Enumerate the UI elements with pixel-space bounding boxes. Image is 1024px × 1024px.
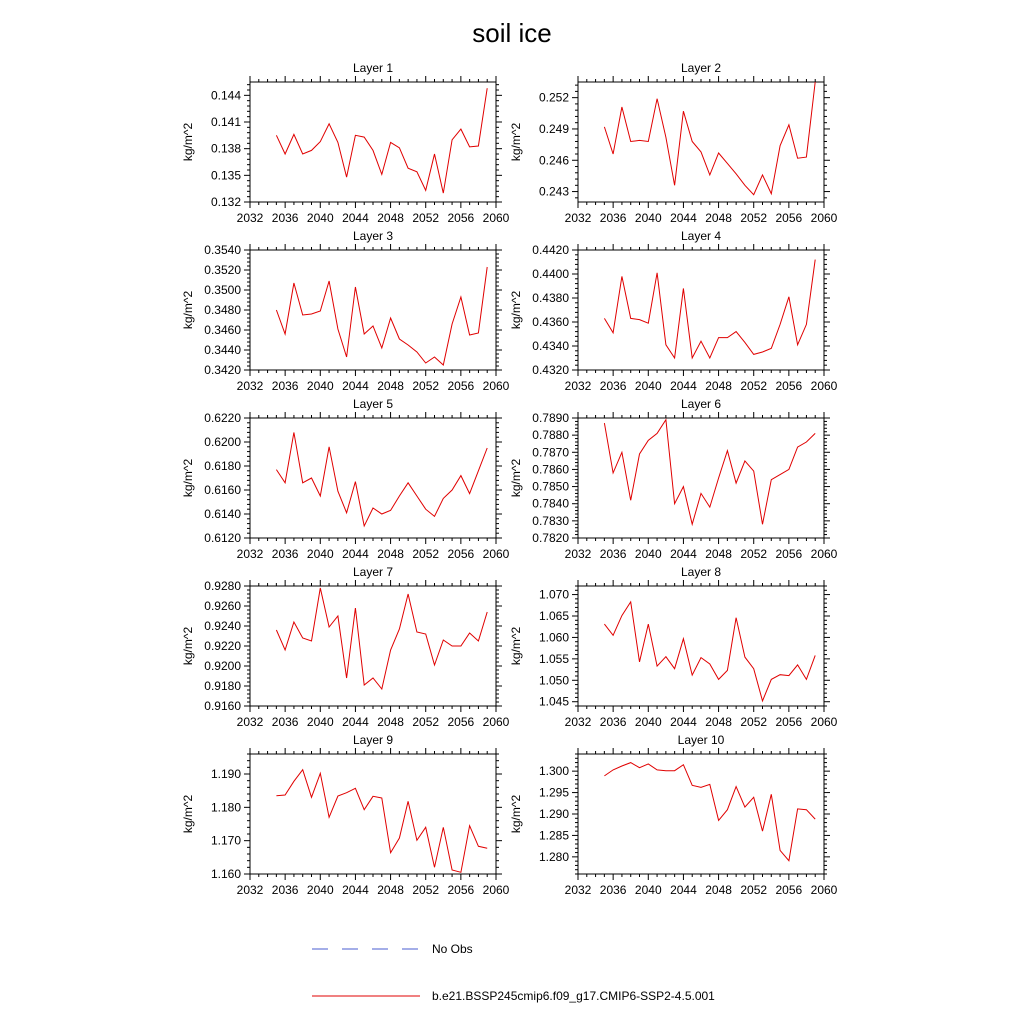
layer-2-title: Layer 2 [680, 61, 722, 75]
layer-1-xtick-label: 2040 [306, 211, 334, 225]
layer-2-xtick-label: 2032 [564, 211, 592, 225]
layer-8-ytick-label: 1.055 [538, 651, 569, 666]
layer-5-ytick-label: 0.6200 [204, 435, 241, 449]
layer-8-ytick-label: 1.065 [538, 609, 569, 623]
layer-7-xtick-label: 2036 [271, 715, 299, 729]
layer-3-xtick-label: 2032 [236, 379, 264, 393]
layer-1-title: Layer 1 [352, 61, 394, 75]
layer-6-xtick-label: 2056 [775, 547, 803, 561]
layer-7-xtick-label: 2056 [447, 715, 475, 729]
layer-5-ytick-label: 0.6140 [204, 507, 241, 521]
layer-5-series-line [276, 432, 487, 526]
layer-9-ytick-label: 1.160 [210, 867, 241, 881]
layer-1-xtick-label: 2056 [447, 211, 475, 225]
layer-3-xtick-label: 2052 [412, 379, 440, 393]
layer-6-ytick-label: 0.7870 [532, 445, 569, 460]
layer-7-ytick-label: 0.9220 [204, 639, 241, 653]
layer-4-xtick-label: 2040 [634, 379, 662, 393]
layer-1-ylabel: kg/m^2 [181, 122, 195, 162]
layer-10-ytick-label: 1.295 [538, 785, 569, 800]
layer-4-ytick-label: 0.4420 [532, 243, 569, 257]
layer-4-ytick-label: 0.4400 [532, 267, 569, 281]
layer-6-xtick-label: 2052 [740, 547, 768, 561]
layer-9-xtick-label: 2036 [271, 883, 299, 897]
layer-10-xtick-label: 2036 [599, 883, 627, 897]
layer-10-title: Layer 10 [677, 733, 725, 747]
layer-9-panel [181, 733, 510, 897]
layer-8-xtick-label: 2052 [740, 715, 768, 729]
layer-10-frame [578, 754, 824, 874]
layer-3-title: Layer 3 [352, 229, 394, 243]
layer-10-xtick-label: 2032 [564, 883, 592, 897]
layer-8-ytick-label: 1.070 [538, 587, 569, 602]
layer-4-ytick-label: 0.4340 [532, 339, 569, 353]
layer-2-ytick-label: 0.243 [538, 184, 569, 199]
layer-3-ytick-label: 0.3460 [204, 323, 241, 337]
layer-3-panel [181, 229, 510, 393]
layer-2-ytick-label: 0.249 [538, 121, 569, 136]
layer-3-xtick-label: 2048 [377, 379, 404, 393]
layer-4-series-line [604, 260, 815, 358]
layer-5-xtick-label: 2036 [271, 547, 299, 561]
layer-3-frame [250, 250, 496, 370]
layer-4-xtick-label: 2032 [564, 379, 592, 393]
layer-5-title: Layer 5 [352, 397, 394, 411]
layer-2-xtick-label: 2052 [740, 211, 768, 225]
layer-7-ytick-label: 0.9260 [204, 599, 241, 613]
layer-3-xtick-label: 2060 [482, 379, 510, 393]
layer-8-xtick-label: 2048 [705, 715, 732, 729]
layer-7-ylabel: kg/m^2 [181, 626, 195, 666]
layer-4-ylabel: kg/m^2 [509, 290, 523, 330]
layer-4-frame [578, 250, 824, 370]
layer-1-series-line [276, 88, 487, 193]
layer-5-panel [181, 397, 510, 561]
layer-9-xtick-label: 2060 [482, 883, 510, 897]
layer-7-xtick-label: 2040 [306, 715, 334, 729]
layer-9-ytick-label: 1.190 [210, 767, 241, 781]
layer-4-xtick-label: 2048 [705, 379, 732, 393]
layer-3-xtick-label: 2056 [447, 379, 475, 393]
layer-7-xtick-label: 2044 [342, 715, 369, 729]
layer-1-ytick-label: 0.144 [210, 88, 241, 103]
layer-1-ytick-label: 0.138 [210, 141, 241, 156]
layer-2-xtick-label: 2036 [599, 211, 627, 225]
layer-5-xtick-label: 2056 [447, 547, 475, 561]
layer-9-ylabel: kg/m^2 [181, 794, 195, 834]
layer-4-xtick-label: 2036 [599, 379, 627, 393]
layer-6-ytick-label: 0.7860 [532, 462, 569, 477]
layer-4-ytick-label: 0.4320 [532, 363, 569, 377]
layer-9-xtick-label: 2048 [377, 883, 404, 897]
layer-9-series-line [276, 770, 487, 873]
layer-8-xtick-label: 2060 [810, 715, 838, 729]
layer-8-xtick-label: 2032 [564, 715, 592, 729]
layer-8-series-line [604, 602, 815, 701]
layer-7-xtick-label: 2032 [236, 715, 264, 729]
layer-8-xtick-label: 2056 [775, 715, 803, 729]
layer-6-ytick-label: 0.7820 [532, 531, 569, 545]
layer-1-ytick-label: 0.135 [210, 168, 241, 183]
layer-8-ylabel: kg/m^2 [509, 626, 523, 666]
layer-9-xtick-label: 2032 [236, 883, 264, 897]
layer-6-xtick-label: 2044 [670, 547, 697, 561]
layer-6-panel [509, 397, 838, 561]
layer-1-ytick-label: 0.132 [210, 195, 241, 209]
layer-6-ytick-label: 0.7880 [532, 428, 569, 443]
layer-6-xtick-label: 2032 [564, 547, 592, 561]
layer-7-xtick-label: 2060 [482, 715, 510, 729]
layer-10-ylabel: kg/m^2 [509, 794, 523, 834]
layer-2-series-line [604, 82, 815, 195]
layer-5-xtick-label: 2060 [482, 547, 510, 561]
layer-5-xtick-label: 2052 [412, 547, 440, 561]
layer-9-xtick-label: 2056 [447, 883, 475, 897]
layer-7-ytick-label: 0.9160 [204, 699, 241, 713]
layer-5-xtick-label: 2040 [306, 547, 334, 561]
layer-2-ylabel: kg/m^2 [509, 122, 523, 162]
layer-10-xtick-label: 2056 [775, 883, 803, 897]
legend [312, 942, 715, 1003]
layer-7-title: Layer 7 [352, 565, 394, 579]
layer-6-frame [578, 418, 824, 538]
layer-3-ytick-label: 0.3540 [204, 243, 241, 257]
layer-8-ytick-label: 1.045 [538, 694, 569, 709]
layer-7-panel [181, 565, 510, 729]
layer-1-panel [181, 61, 510, 225]
layer-3-ylabel: kg/m^2 [181, 290, 195, 330]
legend-label-no-obs: No Obs [432, 942, 473, 956]
layer-10-xtick-label: 2044 [670, 883, 697, 897]
layer-1-frame [250, 82, 496, 202]
layer-2-xtick-label: 2044 [670, 211, 697, 225]
layer-5-ylabel: kg/m^2 [181, 458, 195, 498]
layer-10-ytick-label: 1.300 [538, 764, 569, 779]
layer-2-xtick-label: 2048 [705, 211, 732, 225]
layer-10-ytick-label: 1.290 [538, 807, 569, 821]
layer-10-series-line [604, 763, 815, 861]
layer-10-ytick-label: 1.285 [538, 828, 569, 843]
layer-9-xtick-label: 2040 [306, 883, 334, 897]
layer-6-title: Layer 6 [680, 397, 722, 411]
layer-6-ytick-label: 0.7840 [532, 496, 569, 511]
layer-2-xtick-label: 2060 [810, 211, 838, 225]
layer-7-ytick-label: 0.9280 [204, 579, 241, 593]
layer-8-xtick-label: 2036 [599, 715, 627, 729]
layer-3-ytick-label: 0.3520 [204, 263, 241, 277]
layer-5-xtick-label: 2032 [236, 547, 264, 561]
layer-5-ytick-label: 0.6220 [204, 411, 241, 425]
layer-9-frame [250, 754, 496, 874]
layer-7-xtick-label: 2052 [412, 715, 440, 729]
layer-8-title: Layer 8 [680, 565, 722, 579]
layer-6-xtick-label: 2060 [810, 547, 838, 561]
layer-9-ytick-label: 1.180 [210, 800, 241, 815]
layer-3-ytick-label: 0.3480 [204, 303, 241, 317]
layer-1-xtick-label: 2052 [412, 211, 440, 225]
layer-2-xtick-label: 2040 [634, 211, 662, 225]
layer-1-xtick-label: 2032 [236, 211, 264, 225]
layer-1-xtick-label: 2048 [377, 211, 404, 225]
layer-10-xtick-label: 2052 [740, 883, 768, 897]
layer-8-panel [509, 565, 838, 729]
layer-1-xtick-label: 2060 [482, 211, 510, 225]
layer-6-xtick-label: 2048 [705, 547, 732, 561]
layer-7-series-line [276, 588, 487, 689]
layer-6-ylabel: kg/m^2 [509, 458, 523, 498]
layer-4-xtick-label: 2060 [810, 379, 838, 393]
layer-7-xtick-label: 2048 [377, 715, 404, 729]
layer-1-xtick-label: 2044 [342, 211, 369, 225]
layer-4-xtick-label: 2056 [775, 379, 803, 393]
layer-4-xtick-label: 2052 [740, 379, 768, 393]
layer-8-ytick-label: 1.060 [538, 630, 569, 645]
layer-5-xtick-label: 2048 [377, 547, 404, 561]
layer-8-xtick-label: 2040 [634, 715, 662, 729]
layer-2-ytick-label: 0.252 [538, 90, 569, 105]
layer-6-series-line [604, 420, 815, 525]
layer-10-xtick-label: 2060 [810, 883, 838, 897]
layer-7-ytick-label: 0.9240 [204, 619, 241, 633]
layer-5-ytick-label: 0.6180 [204, 459, 241, 473]
layer-4-panel [509, 229, 838, 393]
layer-9-xtick-label: 2052 [412, 883, 440, 897]
layer-8-frame [578, 586, 824, 706]
layer-4-xtick-label: 2044 [670, 379, 697, 393]
layer-10-xtick-label: 2040 [634, 883, 662, 897]
layer-3-series-line [276, 267, 487, 365]
layer-1-ytick-label: 0.141 [210, 115, 241, 129]
layer-3-ytick-label: 0.3420 [204, 363, 241, 377]
layer-6-ytick-label: 0.7890 [532, 411, 569, 425]
layer-5-ytick-label: 0.6120 [204, 531, 241, 545]
layer-3-xtick-label: 2044 [342, 379, 369, 393]
layer-8-xtick-label: 2044 [670, 715, 697, 729]
legend-label-model: b.e21.BSSP245cmip6.f09_g17.CMIP6-SSP2-4.5.001 [432, 989, 715, 1003]
layer-6-xtick-label: 2040 [634, 547, 662, 561]
layer-2-panel [509, 61, 838, 225]
layer-7-ytick-label: 0.9200 [204, 659, 241, 673]
figure-title: soil ice [472, 18, 552, 48]
layer-9-ytick-label: 1.170 [210, 833, 241, 848]
layer-3-xtick-label: 2036 [271, 379, 299, 393]
layer-4-title: Layer 4 [680, 229, 722, 243]
panels [181, 61, 838, 897]
layer-9-xtick-label: 2044 [342, 883, 369, 897]
layer-3-ytick-label: 0.3500 [204, 283, 241, 297]
layer-10-panel [509, 733, 838, 897]
layer-6-xtick-label: 2036 [599, 547, 627, 561]
layer-10-ytick-label: 1.280 [538, 849, 569, 864]
layer-3-xtick-label: 2040 [306, 379, 334, 393]
layer-3-ytick-label: 0.3440 [204, 343, 241, 357]
layer-9-title: Layer 9 [352, 733, 394, 747]
layer-5-ytick-label: 0.6160 [204, 483, 241, 497]
layer-1-xtick-label: 2036 [271, 211, 299, 225]
layer-4-ytick-label: 0.4380 [532, 291, 569, 305]
layer-6-ytick-label: 0.7830 [532, 513, 569, 528]
layer-7-ytick-label: 0.9180 [204, 679, 241, 693]
layer-8-ytick-label: 1.050 [538, 673, 569, 688]
layer-10-xtick-label: 2048 [705, 883, 732, 897]
layer-5-xtick-label: 2044 [342, 547, 369, 561]
layer-6-ytick-label: 0.7850 [532, 479, 569, 494]
layer-2-ytick-label: 0.246 [538, 153, 569, 168]
layer-4-ytick-label: 0.4360 [532, 315, 569, 329]
layer-2-xtick-label: 2056 [775, 211, 803, 225]
